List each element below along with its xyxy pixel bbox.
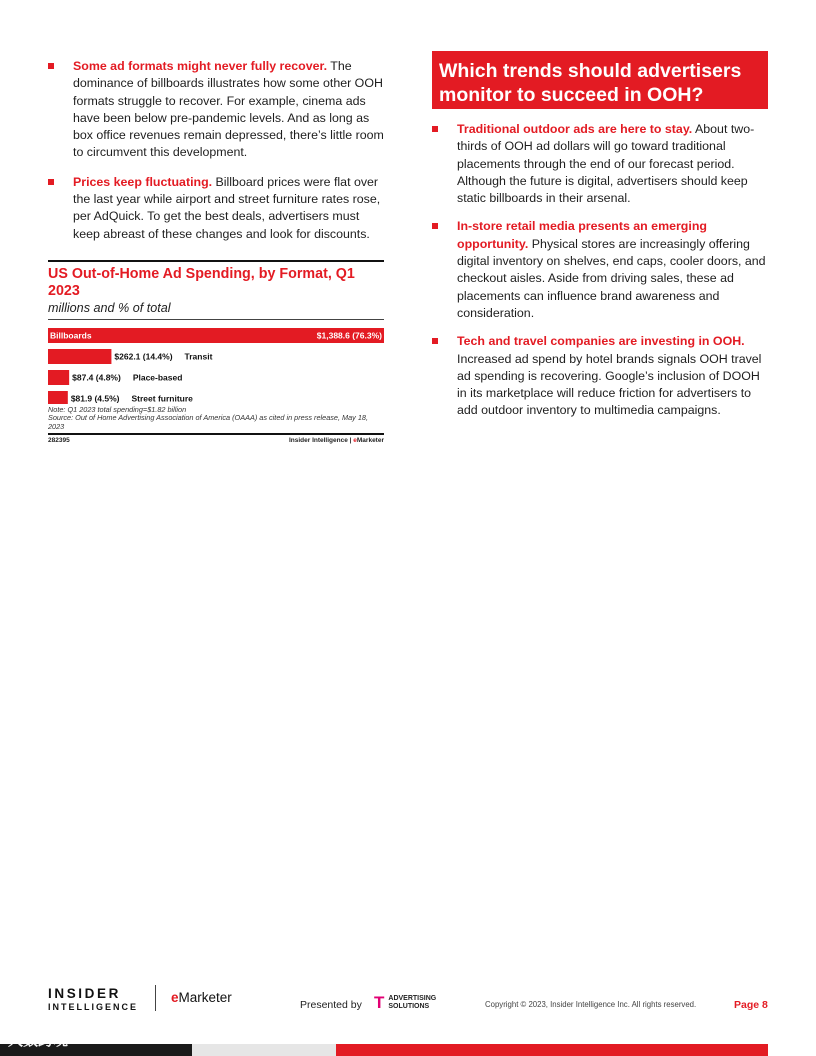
bottom-bar-red [336, 1044, 768, 1056]
chart-footer [48, 437, 384, 444]
bar-street-furniture [48, 391, 68, 404]
presented-by-label: Presented by [300, 999, 362, 1011]
bullet-retail-media [432, 218, 768, 322]
chart-plot [48, 328, 384, 404]
value-label: $262.1 (14.4%) [114, 351, 173, 362]
logo-divider [155, 985, 156, 1011]
watermark: 大数跨境 [8, 1032, 69, 1049]
bullet-text: Billboard prices were flat over the last year while airport and street furniture rates rose, per AdQuick. To get the best deals, advertisers must keep abreast of these changes and look for discounts. [73, 174, 381, 241]
bullet-tech-travel [432, 333, 768, 419]
bottom-bar-light [192, 1044, 336, 1056]
bar-place-based [48, 370, 69, 385]
chart-source: Source: Out of Home Advertising Association of America (OAAA) as cited in press release, May 18, 2023 [48, 413, 368, 431]
bullet-lead: Some ad formats might never fully recover. [73, 59, 328, 73]
bullet-text: The dominance of billboards illustrates how some other OOH formats struggle to recover. For example, cinema ads have been below pre-pandemic levels. And as long as box office revenues remain depressed, there’s little room to circumvent this development. [73, 59, 384, 160]
section-heading: Which trends should advertisers monitor to succeed in OOH? [432, 51, 768, 109]
page-footer [0, 980, 816, 1056]
insider-intelligence-logo: INSIDER INTELLIGENCE [48, 986, 139, 1012]
bullet-square-icon [48, 179, 54, 185]
copyright-notice: Copyright © 2023, Insider Intelligence Inc. All rights reserved. [485, 1000, 697, 1009]
tmobile-advertising-logo [374, 995, 436, 1011]
chart-title: US Out-of-Home Ad Spending, by Format, Q1 2023 [48, 260, 384, 300]
sponsor-name: ADVERTISING SOLUTIONS [388, 995, 437, 1010]
bullet-lead: Traditional outdoor ads are here to stay. [457, 122, 693, 136]
value-label: $81.9 (4.5%) [70, 393, 120, 404]
bar-transit [48, 349, 111, 364]
bullet-lead: Prices keep fluctuating. [73, 174, 213, 189]
bullet-square-icon [48, 63, 54, 69]
chart-subtitle: millions and % of total [48, 300, 384, 320]
chart-notes [48, 406, 384, 436]
value-label: $1,388.6 (76.3%) [316, 330, 382, 341]
emarketer-logo: eMarketer [171, 990, 232, 1005]
bullet-lead: In-store retail media presents an emerging opportunity. [457, 219, 707, 251]
chart-id: 282395 [48, 437, 70, 445]
bullet-lead: Tech and travel companies are investing in OOH. [457, 334, 745, 349]
value-label: $87.4 (4.8%) [72, 372, 121, 383]
tmobile-t-icon: T [374, 993, 385, 1012]
bullet-text: Physical stores are increasingly offering digital inventory on shelves, end caps, cooler doors, and checkout aisles. Aside from driving sales, these ad placements can influence brand awareness and consideration. [457, 236, 766, 320]
bullet-square-icon [432, 223, 438, 229]
chart-credit: Insider Intelligence | eMarketer [288, 437, 384, 445]
bullet-square-icon [432, 126, 438, 132]
bullet-text: Increased ad spend by hotel brands signals OOH travel ad spending is recovering. Google’s inclusion of DOOH in its marketplace will reduce friction for advertisers to add outdoor inventory to multimedia campaigns. [457, 351, 762, 418]
bullet-traditional-outdoor [432, 121, 768, 207]
left-column [48, 58, 386, 444]
trend-bullets [432, 121, 768, 420]
page-number: Page 8 [734, 999, 768, 1011]
category-label: Billboards [50, 330, 92, 341]
bullet-text: About two-thirds of OOH ad dollars will go toward traditional placements through the end of our forecast period. Although the future is digital, advertisers should keep static billboards in their arsenal. [457, 122, 755, 206]
bullet-square-icon [432, 338, 438, 344]
bullet-prices [48, 174, 386, 243]
chart-note: Note: Q1 2023 total spending=$1.82 billion [48, 404, 187, 414]
category-label: Transit [184, 351, 213, 362]
ooh-spending-chart [48, 260, 384, 445]
category-label: Street furniture [131, 393, 193, 404]
right-column [432, 51, 768, 431]
bullet-ad-formats [48, 58, 386, 162]
category-label: Place-based [132, 372, 183, 383]
